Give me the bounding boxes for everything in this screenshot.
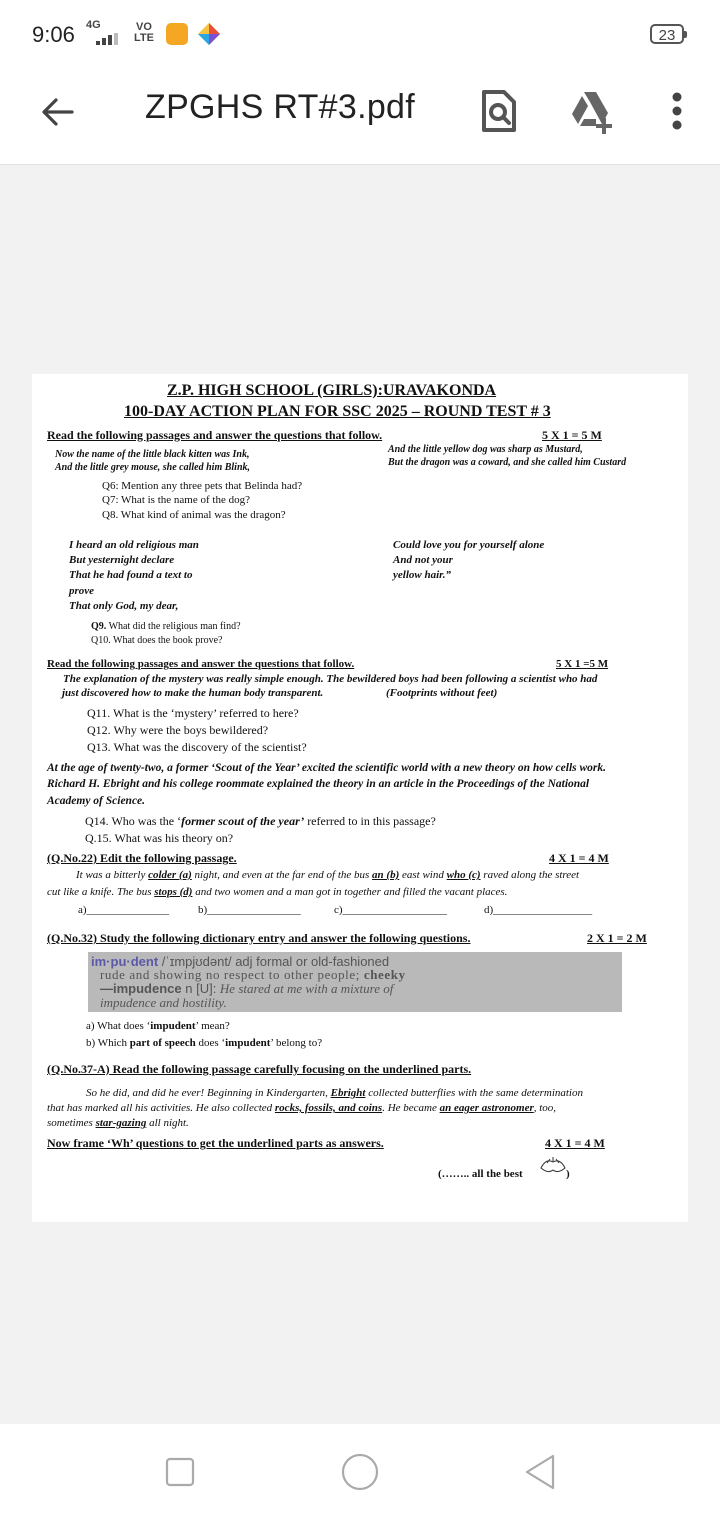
passage-line: just discovered how to make the human body transparent.: [62, 687, 324, 699]
answer-blank: b)_________________: [198, 904, 301, 916]
volte-icon: VO LTE: [134, 21, 154, 44]
question: Q8. What kind of animal was the dragon?: [102, 509, 286, 521]
poem-line: Could love you for yourself alone: [393, 539, 545, 551]
question: Q12. Why were the boys bewildered?: [87, 723, 269, 737]
poem-line: But yesternight declare: [69, 554, 175, 566]
poem-line: I heard an old religious man: [69, 539, 199, 551]
back-arrow-icon[interactable]: [36, 90, 80, 134]
passage-line: It was a bitterly colder (a) night, and even at the far end of the bus an (b) east wind who (c) raved along the street: [76, 869, 580, 881]
network-type: 4G: [86, 19, 101, 31]
pdf-page[interactable]: [32, 374, 688, 1222]
passage-line: cut like a knife. The bus stops (d) and two women and a man got in together and filled the vacant places.: [47, 886, 508, 898]
closing-paren: ): [566, 1168, 570, 1180]
q22-marks: 4 X 1 = 4 M: [549, 851, 609, 865]
question: Q13. What was the discovery of the scientist?: [87, 740, 307, 754]
answer-blank: c)___________________: [334, 904, 448, 916]
poem-line: And the little yellow dog was sharp as Mustard,: [388, 444, 583, 455]
signal-icon: [96, 33, 120, 45]
frame-instruction: Now frame ‘Wh’ questions to get the underlined parts as answers.: [47, 1136, 384, 1150]
status-bar: [0, 0, 720, 66]
poem-line: That he had found a text to: [69, 569, 193, 581]
question: Q10. What does the book prove?: [91, 635, 223, 646]
answer-blank: a)_______________: [78, 904, 170, 916]
question: Q7: What is the name of the dog?: [102, 494, 250, 506]
question: b) Which part of speech does ‘impudent’ belong to?: [86, 1037, 323, 1049]
passage-source: (Footprints without feet): [386, 687, 498, 699]
recent-apps-icon[interactable]: [164, 1456, 196, 1488]
poem-line: But the dragon was a coward, and she called him Custard: [388, 457, 627, 468]
section2-marks: 5 X 1 =5 M: [556, 658, 609, 670]
more-vert-icon[interactable]: [652, 86, 702, 136]
q32-marks: 2 X 1 = 2 M: [587, 931, 647, 945]
question: Q6: Mention any three pets that Belinda had?: [102, 480, 303, 492]
section1-marks: 5 X 1 = 5 M: [542, 428, 602, 442]
question: Q14. Who was the ‘former scout of the year’ referred to in this passage?: [85, 814, 436, 828]
search-document-icon[interactable]: [474, 86, 524, 136]
passage-line: sometimes star-gazing all night.: [47, 1117, 189, 1129]
question: Q.15. What was his theory on?: [85, 831, 234, 845]
question: Q11. What is the ‘mystery’ referred to here?: [87, 706, 299, 720]
passage-line: So he did, and did he ever! Beginning in Kindergarten, Ebright collected butterflies with the same determination: [86, 1087, 583, 1099]
document-title: ZPGHS RT#3.pdf: [145, 88, 416, 126]
status-time: 9:06: [32, 22, 75, 47]
drive-add-icon[interactable]: [566, 86, 616, 136]
answer-blank: d)__________________: [484, 904, 593, 916]
battery-icon: 23: [650, 24, 684, 44]
back-nav-icon[interactable]: [522, 1453, 558, 1491]
navigation-bar: [0, 1424, 720, 1520]
poem-line: Now the name of the little black kitten was Ink,: [55, 449, 250, 460]
q22-heading: (Q.No.22) Edit the following passage.: [47, 851, 237, 865]
test-title: 100-DAY ACTION PLAN FOR SSC 2025 – ROUND TEST # 3: [124, 403, 551, 420]
section1-instruction: Read the following passages and answer the questions that follow.: [47, 428, 383, 442]
question: Q9. What did the religious man find?: [91, 621, 241, 632]
poem-line: yellow hair.”: [393, 569, 452, 581]
passage-line: Richard H. Ebright and his college roommate explained the theory in an article in the Proceedings of the National: [47, 778, 590, 790]
poem-line: And not your: [393, 554, 453, 566]
closing-note: (…….. all the best: [438, 1168, 523, 1180]
q32-heading: (Q.No.32) Study the following dictionary entry and answer the following questions.: [47, 931, 471, 945]
folded-hands-icon: [538, 1154, 568, 1176]
poem-line: prove: [69, 585, 95, 597]
app-bar: [0, 66, 720, 165]
passage-line: that has marked all his activities. He also collected rocks, fossils, and coins. He became an eager astronomer, too,: [47, 1102, 557, 1114]
dictionary-entry-image: im·pu·dent /ˈɪmpjʊdənt/ adj formal or old-fashioned rude and showing no respect to other people; cheeky —impudence n [U]: He stared at me with a mixture of impudence and hostility.: [88, 952, 622, 1012]
notification-app-icon: [166, 23, 188, 45]
question: a) What does ‘impudent’ mean?: [86, 1020, 230, 1032]
notification-diamond-icon: [197, 22, 221, 46]
section2-instruction: Read the following passages and answer the questions that follow.: [47, 658, 355, 670]
poem-line: And the little grey mouse, she called him Blink,: [55, 462, 251, 473]
home-icon[interactable]: [340, 1452, 380, 1492]
poem-line: That only God, my dear,: [69, 600, 179, 612]
passage-line: Academy of Science.: [47, 795, 146, 807]
school-name: Z.P. HIGH SCHOOL (GIRLS):URAVAKONDA: [167, 382, 497, 399]
q37-heading: (Q.No.37-A) Read the following passage carefully focusing on the underlined parts.: [47, 1062, 472, 1076]
q37-marks: 4 X 1 = 4 M: [545, 1136, 605, 1150]
passage-line: At the age of twenty-two, a former ‘Scout of the Year’ excited the scientific world with a new theory on how cells work.: [47, 762, 607, 774]
passage-line: The explanation of the mystery was really simple enough. The bewildered boys had been following a scientist who had: [63, 673, 598, 685]
